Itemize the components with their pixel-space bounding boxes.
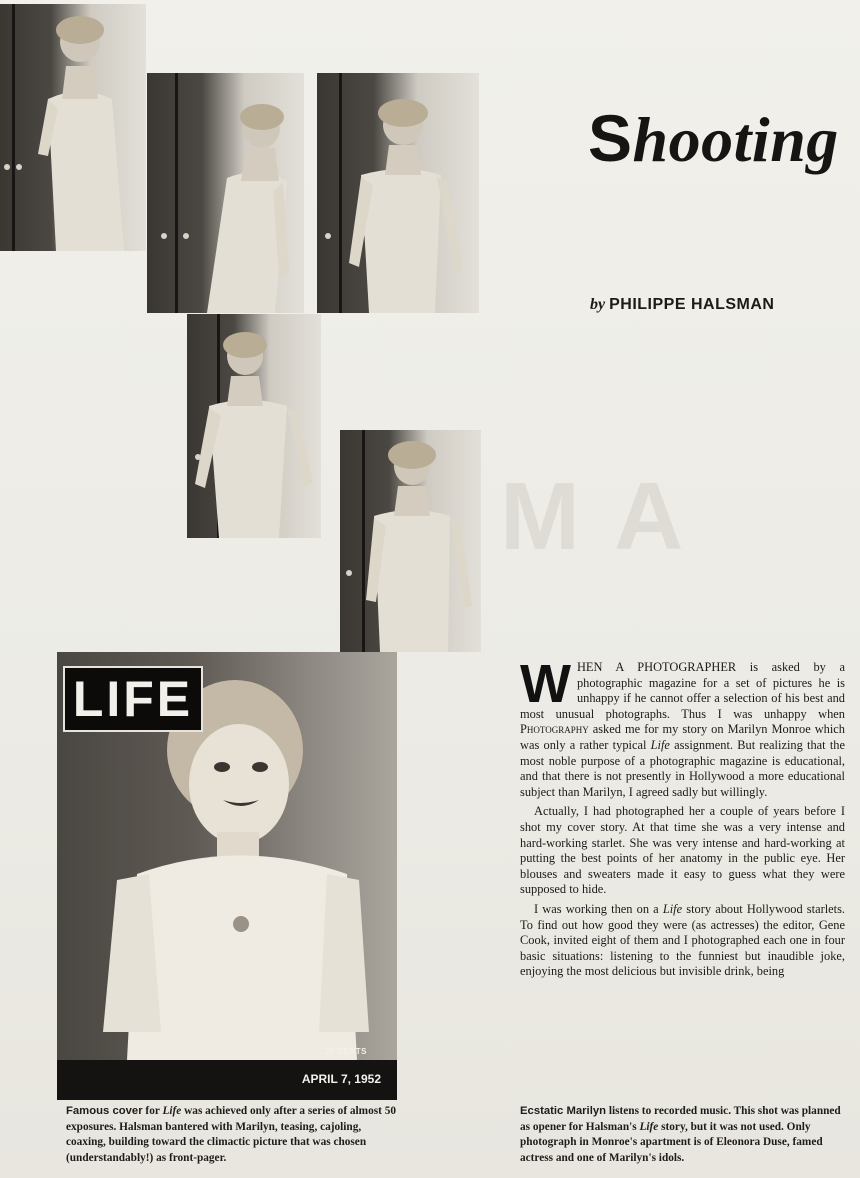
figure-silhouette — [317, 73, 479, 313]
paragraph-2: Actually, I had photographed her a couple of years before I shot my cover story. At that time she was a very intense and hard-working starlet. She was very intense and hard-working at putting the best points of her anatomy in the public eye. Her blouses and sweaters made it easy to guess what they were supposed to hide. — [520, 804, 845, 897]
paragraph-3: I was working then on a Life story about Hollywood starlets. To find out how good they were (as actresses) the editor, Gene Cook, invited eight of them and I photographed each one in four basic situations: listening to the funniest but inaudible joke, enjoying the most delicious but invisible drink, being — [520, 901, 845, 979]
drop-cap: W — [520, 654, 571, 714]
article-body — [520, 654, 845, 980]
figure-silhouette — [187, 314, 321, 538]
figure-silhouette — [0, 4, 146, 251]
caption-right: Ecstatic Marilyn listens to recorded music. This shot was planned as opener for Halsman's Life story, but it was not used. Only photograph in Monroe's apartment is of Eleonora Duse, famed actress and one of Marilyn's idols. — [520, 1105, 841, 1164]
cover-date: APRIL 7, 1952 — [301, 1072, 381, 1086]
byline-by: by — [590, 296, 606, 313]
photo-marilyn-door-4 — [187, 314, 321, 538]
author-name: PHILIPPE HALSMAN — [609, 296, 775, 313]
life-cover-photo — [57, 652, 397, 1100]
article-title: Shooting — [588, 101, 839, 175]
figure-silhouette — [340, 430, 481, 652]
photo-marilyn-door-3 — [317, 73, 479, 313]
photo-marilyn-door-1 — [0, 4, 146, 251]
caption-left: Famous cover for Life was achieved only after a series of almost 50 exposures. Halsman bantered with Marilyn, teasing, cajoling, coaxing, building toward the climactic picture that was chosen (understandably!) as front-pager. — [66, 1105, 397, 1164]
life-logo: LIFE — [63, 666, 203, 732]
photo-marilyn-door-5 — [340, 430, 481, 652]
paragraph-1: WHEN A PHOTOGRAPHER is asked by a photographic magazine for a set of pictures he is unhappy if he cannot offer a selection of his best and most unusual photographs. Thus I was unhappy when Photography asked me for my story on Marilyn Monroe which was only a rather typical Life assignment. But realizing that the most noble purpose of a photographic magazine is educational, and that there is not presently in Hollywood a more educational subject than Marilyn, I agreed sadly but willingly. — [520, 654, 845, 799]
figure-silhouette — [147, 73, 304, 313]
byline — [590, 296, 774, 314]
photo-marilyn-door-2 — [147, 73, 304, 313]
show-through-text: MA — [500, 463, 718, 570]
cover-price: 20 CENTS — [324, 1047, 367, 1056]
